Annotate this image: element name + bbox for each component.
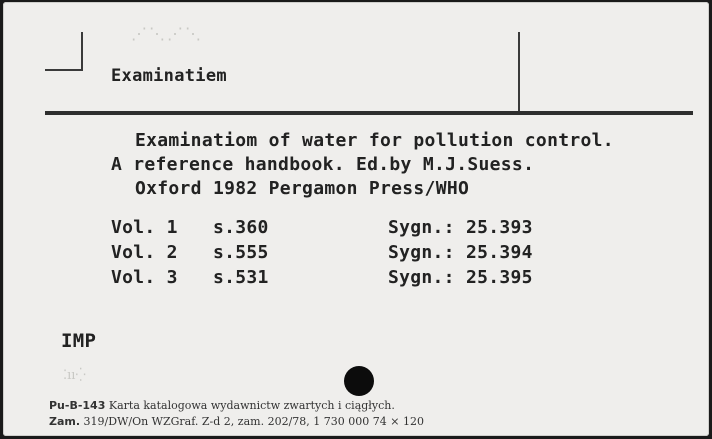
footer-line-1 <box>49 399 395 412</box>
volume-3-pages: s.531 <box>213 267 269 288</box>
header-rule <box>45 111 693 115</box>
faint-mark: ⁚ıı⁛ <box>63 368 86 383</box>
volume-1-pages: s.360 <box>213 217 269 238</box>
footer-order-label: Zam. <box>49 415 81 428</box>
title-line-1: Examinatiom of water for pollution control. <box>135 130 614 151</box>
card-header: Examinatiem <box>111 66 227 86</box>
volume-2-label: Vol. 2 <box>111 242 178 263</box>
volume-2-sygnature: Sygn.: 25.394 <box>388 242 533 263</box>
volume-1-label: Vol. 1 <box>111 217 178 238</box>
footer-line-2 <box>49 415 424 428</box>
catalog-card <box>3 2 709 436</box>
corner-horizontal-line <box>45 69 83 71</box>
footer-form-code: Pu-B-143 <box>49 399 106 412</box>
imp-stamp: IMP <box>61 330 97 352</box>
volume-3-sygnature: Sygn.: 25.395 <box>388 267 533 288</box>
title-line-3: Oxford 1982 Pergamon Press/WHO <box>135 178 470 199</box>
header-vertical-divider <box>518 32 520 114</box>
punch-hole <box>344 366 374 396</box>
footer-form-description: Karta katalogowa wydawnictw zwartych i ciągłych. <box>108 399 395 412</box>
ink-smudge: ⋰⋱⋰⋱ <box>131 24 203 43</box>
corner-vertical-line <box>81 32 83 70</box>
volume-3-label: Vol. 3 <box>111 267 178 288</box>
footer-order-details: 319/DW/On WZGraf. Z-d 2, zam. 202/78, 1 730 000 74 × 120 <box>83 415 424 428</box>
title-line-2: A reference handbook. Ed.by M.J.Suess. <box>111 154 535 175</box>
volume-1-sygnature: Sygn.: 25.393 <box>388 217 533 238</box>
volume-2-pages: s.555 <box>213 242 269 263</box>
